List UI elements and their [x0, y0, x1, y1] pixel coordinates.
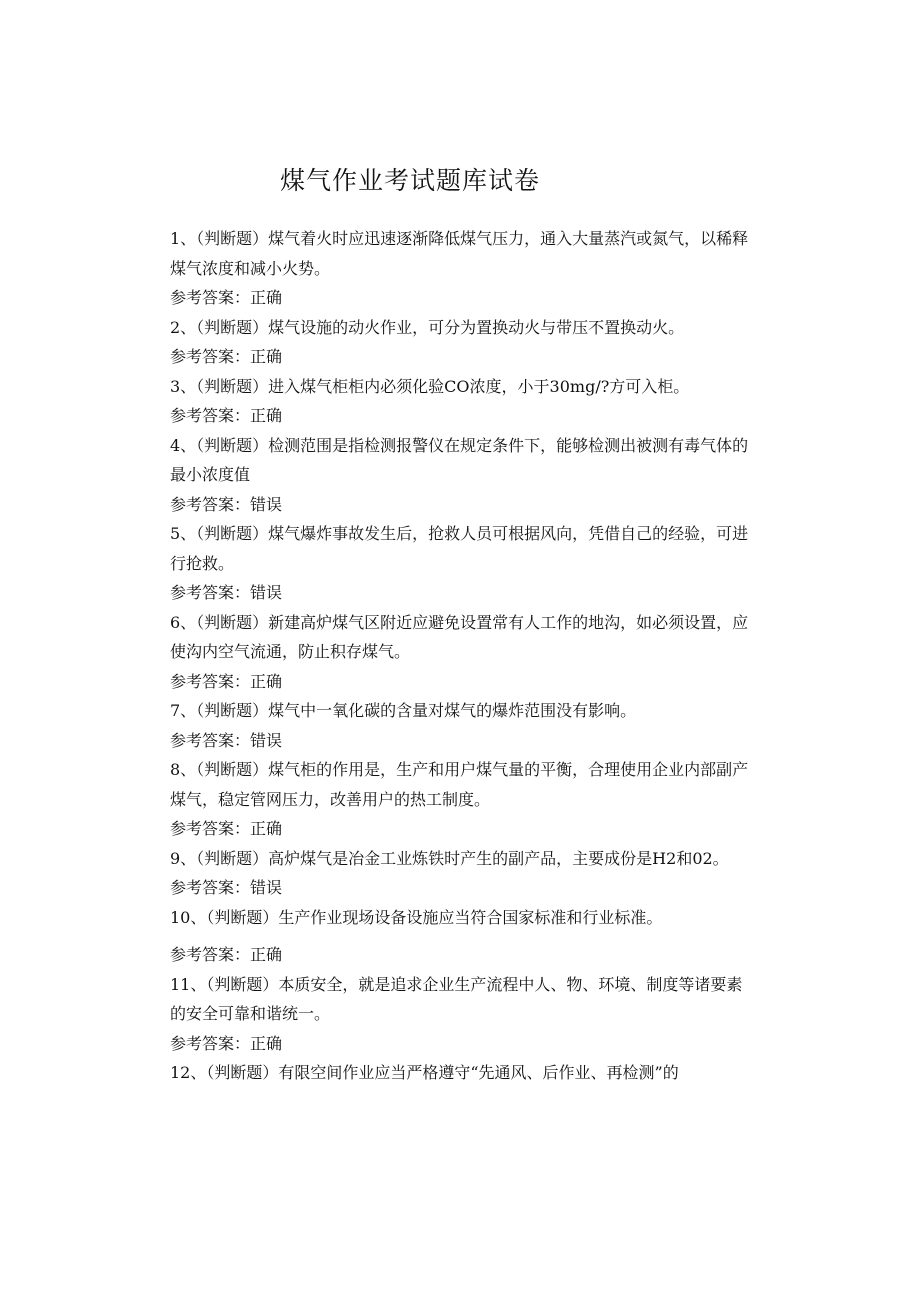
answer-text: 参考答案：错误	[170, 583, 283, 602]
question-text: 9、（判断题）高炉煤气是冶金工业炼铁时产生的副产品，主要成份是H2和02。	[170, 848, 729, 868]
answer-text: 参考答案：错误	[170, 494, 283, 514]
answer-text: 参考答案：正确	[170, 347, 283, 366]
answer-text: 参考答案：正确	[170, 671, 283, 691]
page-title: 煤气作业考试题库试卷	[280, 166, 541, 195]
question-list	[170, 224, 750, 1088]
question-text: 3、（判断题）进入煤气柜柜内必须化验CO浓度，小于30mg/?方可入柜。	[170, 376, 690, 396]
question-text: 7、（判断题）煤气中一氧化碳的含量对煤气的爆炸范围没有影响。	[170, 701, 637, 720]
answer-text: 参考答案：正确	[170, 406, 283, 425]
answer-text: 参考答案：错误	[170, 878, 283, 897]
answer-text: 参考答案：正确	[170, 288, 283, 307]
question-text: 1、（判断题）煤气着火时应迅速逐渐降低煤气压力，通入大量蒸汽或氮气，以稀释煤气浓度和减小火势。	[170, 229, 749, 278]
question-text: 12、（判断题）有限空间作业应当严格遵守“先通风、后作业、再检测”的	[170, 1063, 679, 1082]
question-text: 2、（判断题）煤气设施的动火作业，可分为置换动火与带压不置换动火。	[170, 317, 685, 337]
question-text: 10、（判断题）生产作业现场设备设施应当符合国家标准和行业标准。	[170, 907, 663, 927]
answer-text: 参考答案：正确	[170, 1033, 283, 1053]
question-text: 8、（判断题）煤气柜的作用是，生产和用户煤气量的平衡，合理使用企业内部副产煤气，稳定管网压力，改善用户的热工制度。	[170, 760, 749, 809]
answer-text: 参考答案：正确	[170, 945, 283, 964]
question-text: 4、（判断题）检测范围是指检测报警仪在规定条件下，能够检测出被测有毒气体的最小浓度值	[170, 435, 749, 484]
answer-text: 参考答案：错误	[170, 730, 283, 750]
question-text: 5、（判断题）煤气爆炸事故发生后，抢救人员可根据风向，凭借自己的经验，可进行抢救。	[170, 524, 749, 573]
question-text: 6、（判断题）新建高炉煤气区附近应避免设置常有人工作的地沟，如必须设置，应使沟内空气流通，防止积存煤气。	[170, 612, 749, 661]
answer-text: 参考答案：正确	[170, 819, 283, 838]
question-text: 11、（判断题）本质安全，就是追求企业生产流程中人、物、环境、制度等诸要素的安全可靠和谐统一。	[170, 974, 743, 1023]
